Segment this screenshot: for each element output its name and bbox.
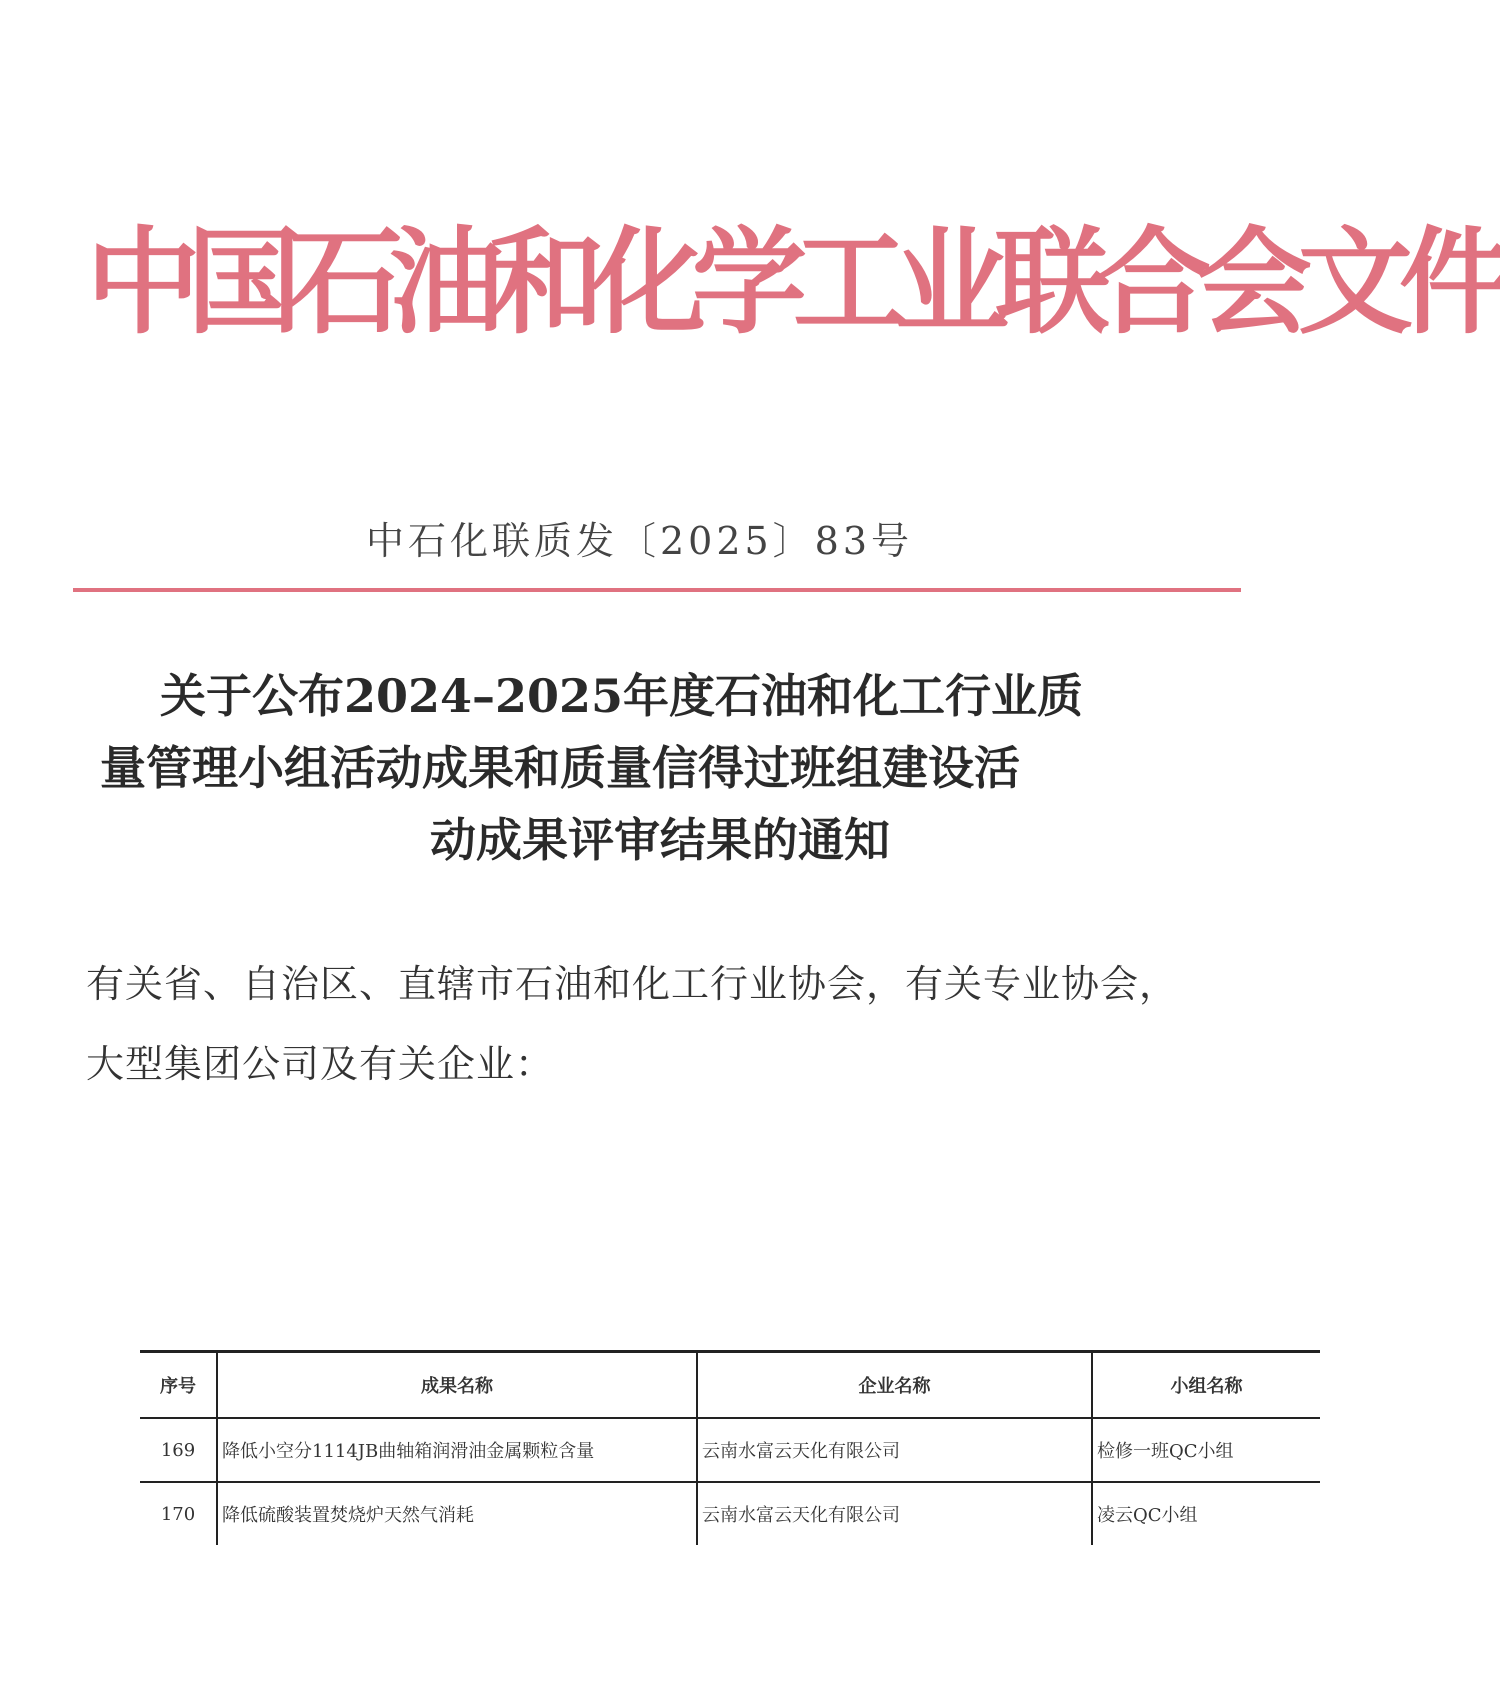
results-table-container	[140, 1350, 1242, 1545]
salutation	[86, 944, 1246, 1104]
header-company-name: 企业名称	[697, 1352, 1092, 1419]
table-row	[140, 1482, 1320, 1545]
table-header-row	[140, 1352, 1320, 1419]
header-achievement-name: 成果名称	[217, 1352, 697, 1419]
red-divider-line	[73, 588, 1241, 592]
header-team-name: 小组名称	[1092, 1352, 1320, 1419]
notice-title	[100, 660, 1220, 876]
cell-seq: 169	[160, 1439, 196, 1461]
title-line-1: 关于公布2024–2025年度石油和化工行业质	[160, 669, 1084, 723]
title-line-2: 量管理小组活动成果和质量信得过班组建设活	[100, 741, 1020, 795]
letterhead-title: 中国石油和化学工业联合会文件	[86, 216, 1500, 350]
cell-achievement-name: 降低小空分1114JB曲轴箱润滑油金属颗粒含量	[217, 1418, 697, 1482]
salutation-line-2: 大型集团公司及有关企业：	[86, 1042, 555, 1086]
title-line-3: 动成果评审结果的通知	[430, 813, 890, 867]
salutation-line-1: 有关省、自治区、直辖市石油和化工行业协会，有关专业协会，	[86, 962, 1179, 1006]
results-table	[140, 1350, 1320, 1545]
table-row	[140, 1418, 1320, 1482]
cell-achievement-name: 降低硫酸装置焚烧炉天然气消耗	[217, 1482, 697, 1545]
cell-team-name: 检修一班QC小组	[1092, 1418, 1320, 1482]
header-seq: 序号	[160, 1376, 196, 1397]
cell-company-name: 云南水富云天化有限公司	[697, 1418, 1092, 1482]
cell-team-name: 凌云QC小组	[1092, 1482, 1320, 1545]
cell-company-name: 云南水富云天化有限公司	[697, 1482, 1092, 1545]
document-number: 中石化联质发〔2025〕83号	[365, 519, 914, 563]
cell-seq: 170	[160, 1503, 196, 1525]
